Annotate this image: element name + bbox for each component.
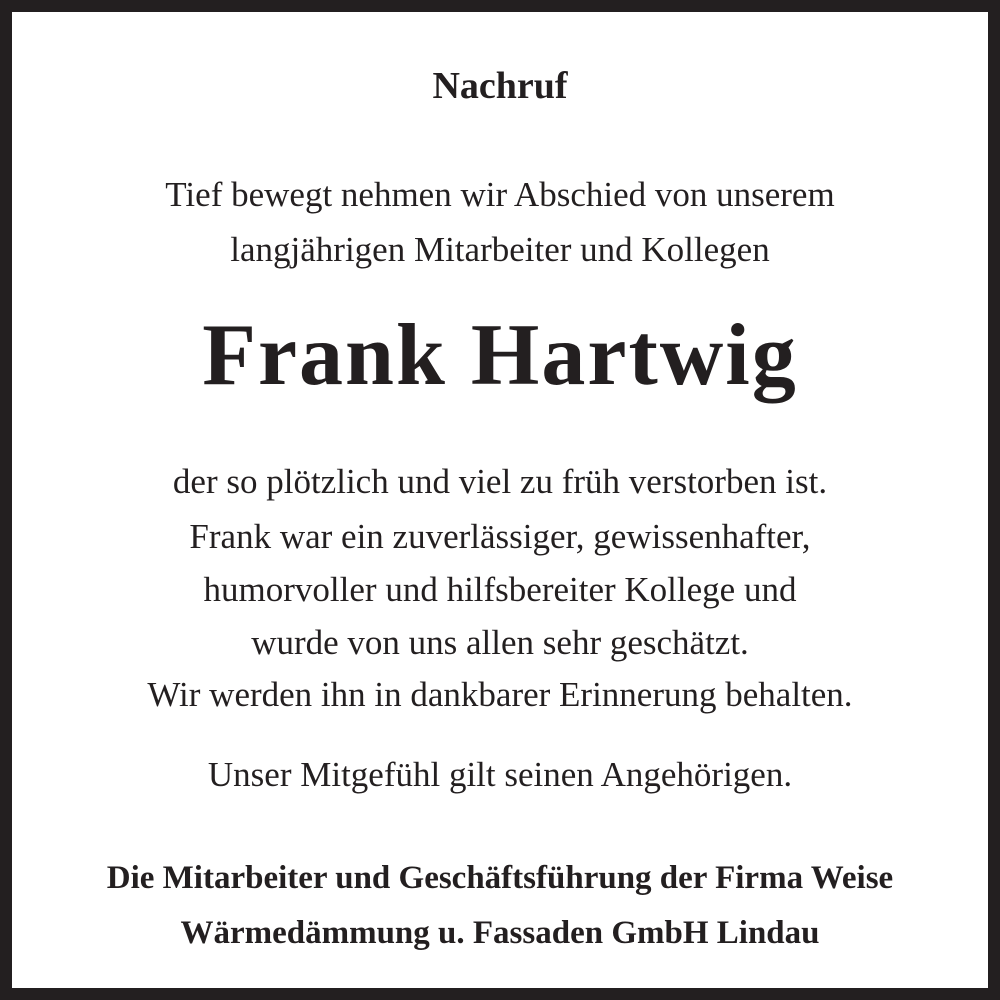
signature-line-2: Wärmedämmung u. Fassaden GmbH Lindau bbox=[180, 915, 820, 951]
body-line-4: wurde von uns allen sehr geschätzt. bbox=[251, 623, 749, 662]
deceased-name: Frank Hartwig bbox=[202, 307, 798, 404]
intro-line-2: langjährigen Mitarbeiter und Kollegen bbox=[230, 230, 770, 269]
notice-heading: Nachruf bbox=[432, 65, 568, 107]
body-line-5: Wir werden ihn in dankbarer Erinnerung behalten. bbox=[147, 675, 853, 714]
body-line-3: humorvoller und hilfsbereiter Kollege und bbox=[203, 570, 797, 609]
body-line-1: der so plötzlich und viel zu früh verstorben ist. bbox=[172, 462, 828, 501]
condolence-line: Unser Mitgefühl gilt seinen Angehörigen. bbox=[207, 755, 793, 794]
signature-line-1: Die Mitarbeiter und Geschäftsführung der Firma Weise bbox=[106, 860, 894, 896]
body-line-2: Frank war ein zuverlässiger, gewissenhafter, bbox=[189, 517, 811, 556]
intro-line-1: Tief bewegt nehmen wir Abschied von unserem bbox=[165, 175, 835, 214]
